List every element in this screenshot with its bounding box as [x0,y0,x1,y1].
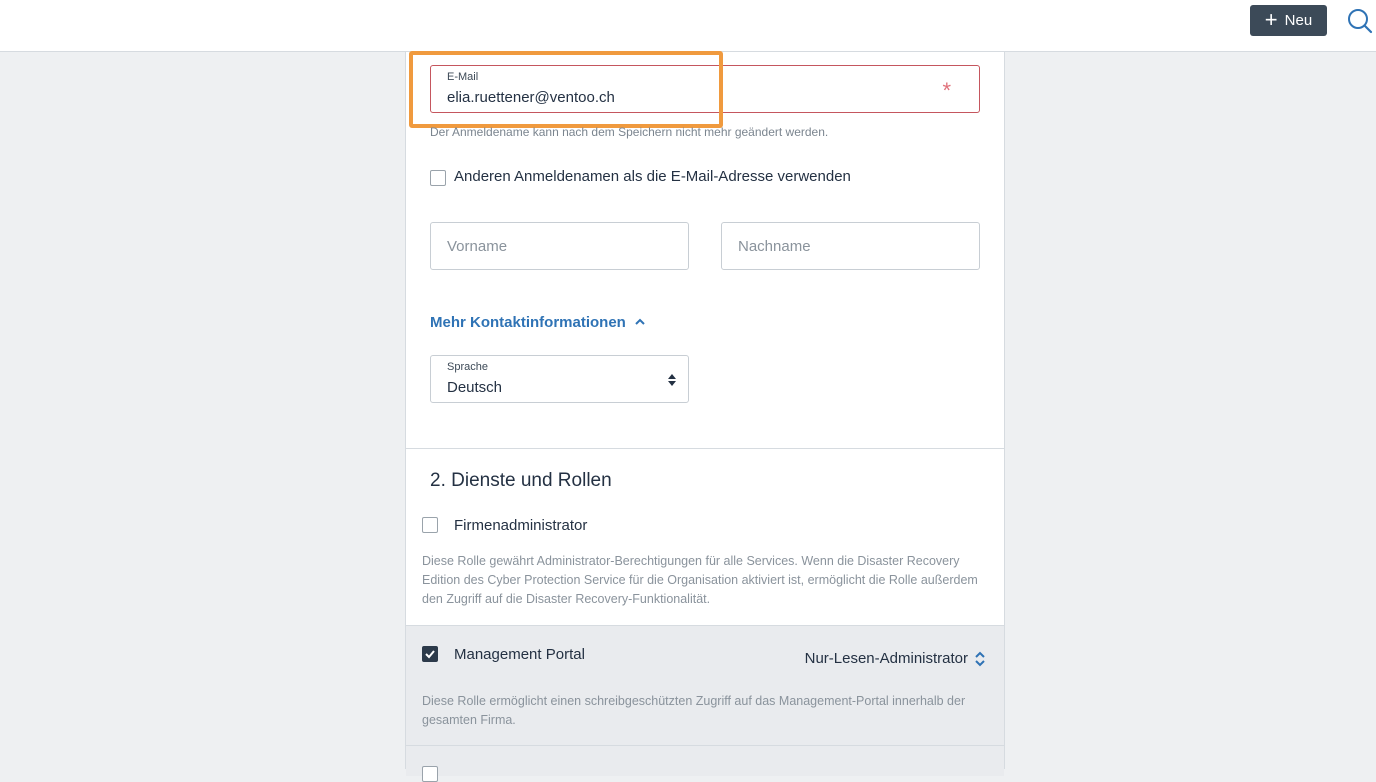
role-select[interactable] [805,650,986,667]
chevron-updown-icon [974,651,986,667]
last-name-placeholder: Nachname [738,238,811,255]
section-title-services-roles: 2. Dienste und Rollen [430,470,612,491]
management-portal-label: Management Portal [454,646,585,663]
search-icon[interactable] [1347,8,1373,34]
management-portal-row [406,625,1004,746]
sort-arrows-icon [667,373,677,387]
company-admin-label: Firmenadministrator [454,517,588,534]
email-label: E-Mail [447,71,479,83]
new-button-label: Neu [1284,12,1313,29]
top-bar [0,0,1376,52]
last-name-input[interactable] [721,222,980,270]
management-portal-checkbox[interactable] [422,646,438,662]
email-hint: Der Anmeldename kann nach dem Speichern nicht mehr geändert werden. [430,125,829,139]
chevron-up-icon [634,317,646,327]
first-name-input[interactable] [430,222,689,270]
language-select[interactable] [430,355,689,403]
email-value: elia.ruettener@ventoo.ch [447,89,615,106]
role-select-value: Nur-Lesen-Administrator [804,650,968,667]
language-value: Deutsch [447,379,503,396]
user-form-panel [405,52,1005,769]
next-role-checkbox[interactable] [422,766,438,782]
more-contact-info-label: Mehr Kontaktinformationen [430,314,626,331]
section-divider [406,448,1004,449]
company-admin-checkbox[interactable] [422,517,438,533]
alt-login-label: Anderen Anmeldenamen als die E-Mail-Adresse verwenden [454,168,851,185]
focus-highlight [409,51,723,128]
first-name-placeholder: Vorname [447,238,508,255]
required-marker: * [942,78,951,103]
plus-icon: + [1264,6,1278,32]
new-button[interactable] [1250,5,1327,36]
alt-login-checkbox[interactable] [430,170,446,186]
next-role-row [406,746,1004,776]
language-label: Sprache [447,361,488,373]
company-admin-description: Diese Rolle gewährt Administrator-Berechtigungen für alle Services. Wenn die Disaster Recovery Edition des Cyber Protection Service für die Organisation aktiviert ist, ermöglicht die Rolle außerdem den Zugriff auf die Disaster Recovery-Funktionalität. [422,554,978,606]
more-contact-info-link[interactable] [430,314,646,331]
checkmark-icon [423,647,437,661]
management-portal-description: Diese Rolle ermöglicht einen schreibgeschützten Zugriff auf das Management-Portal innerhalb der gesamten Firma. [422,694,966,727]
